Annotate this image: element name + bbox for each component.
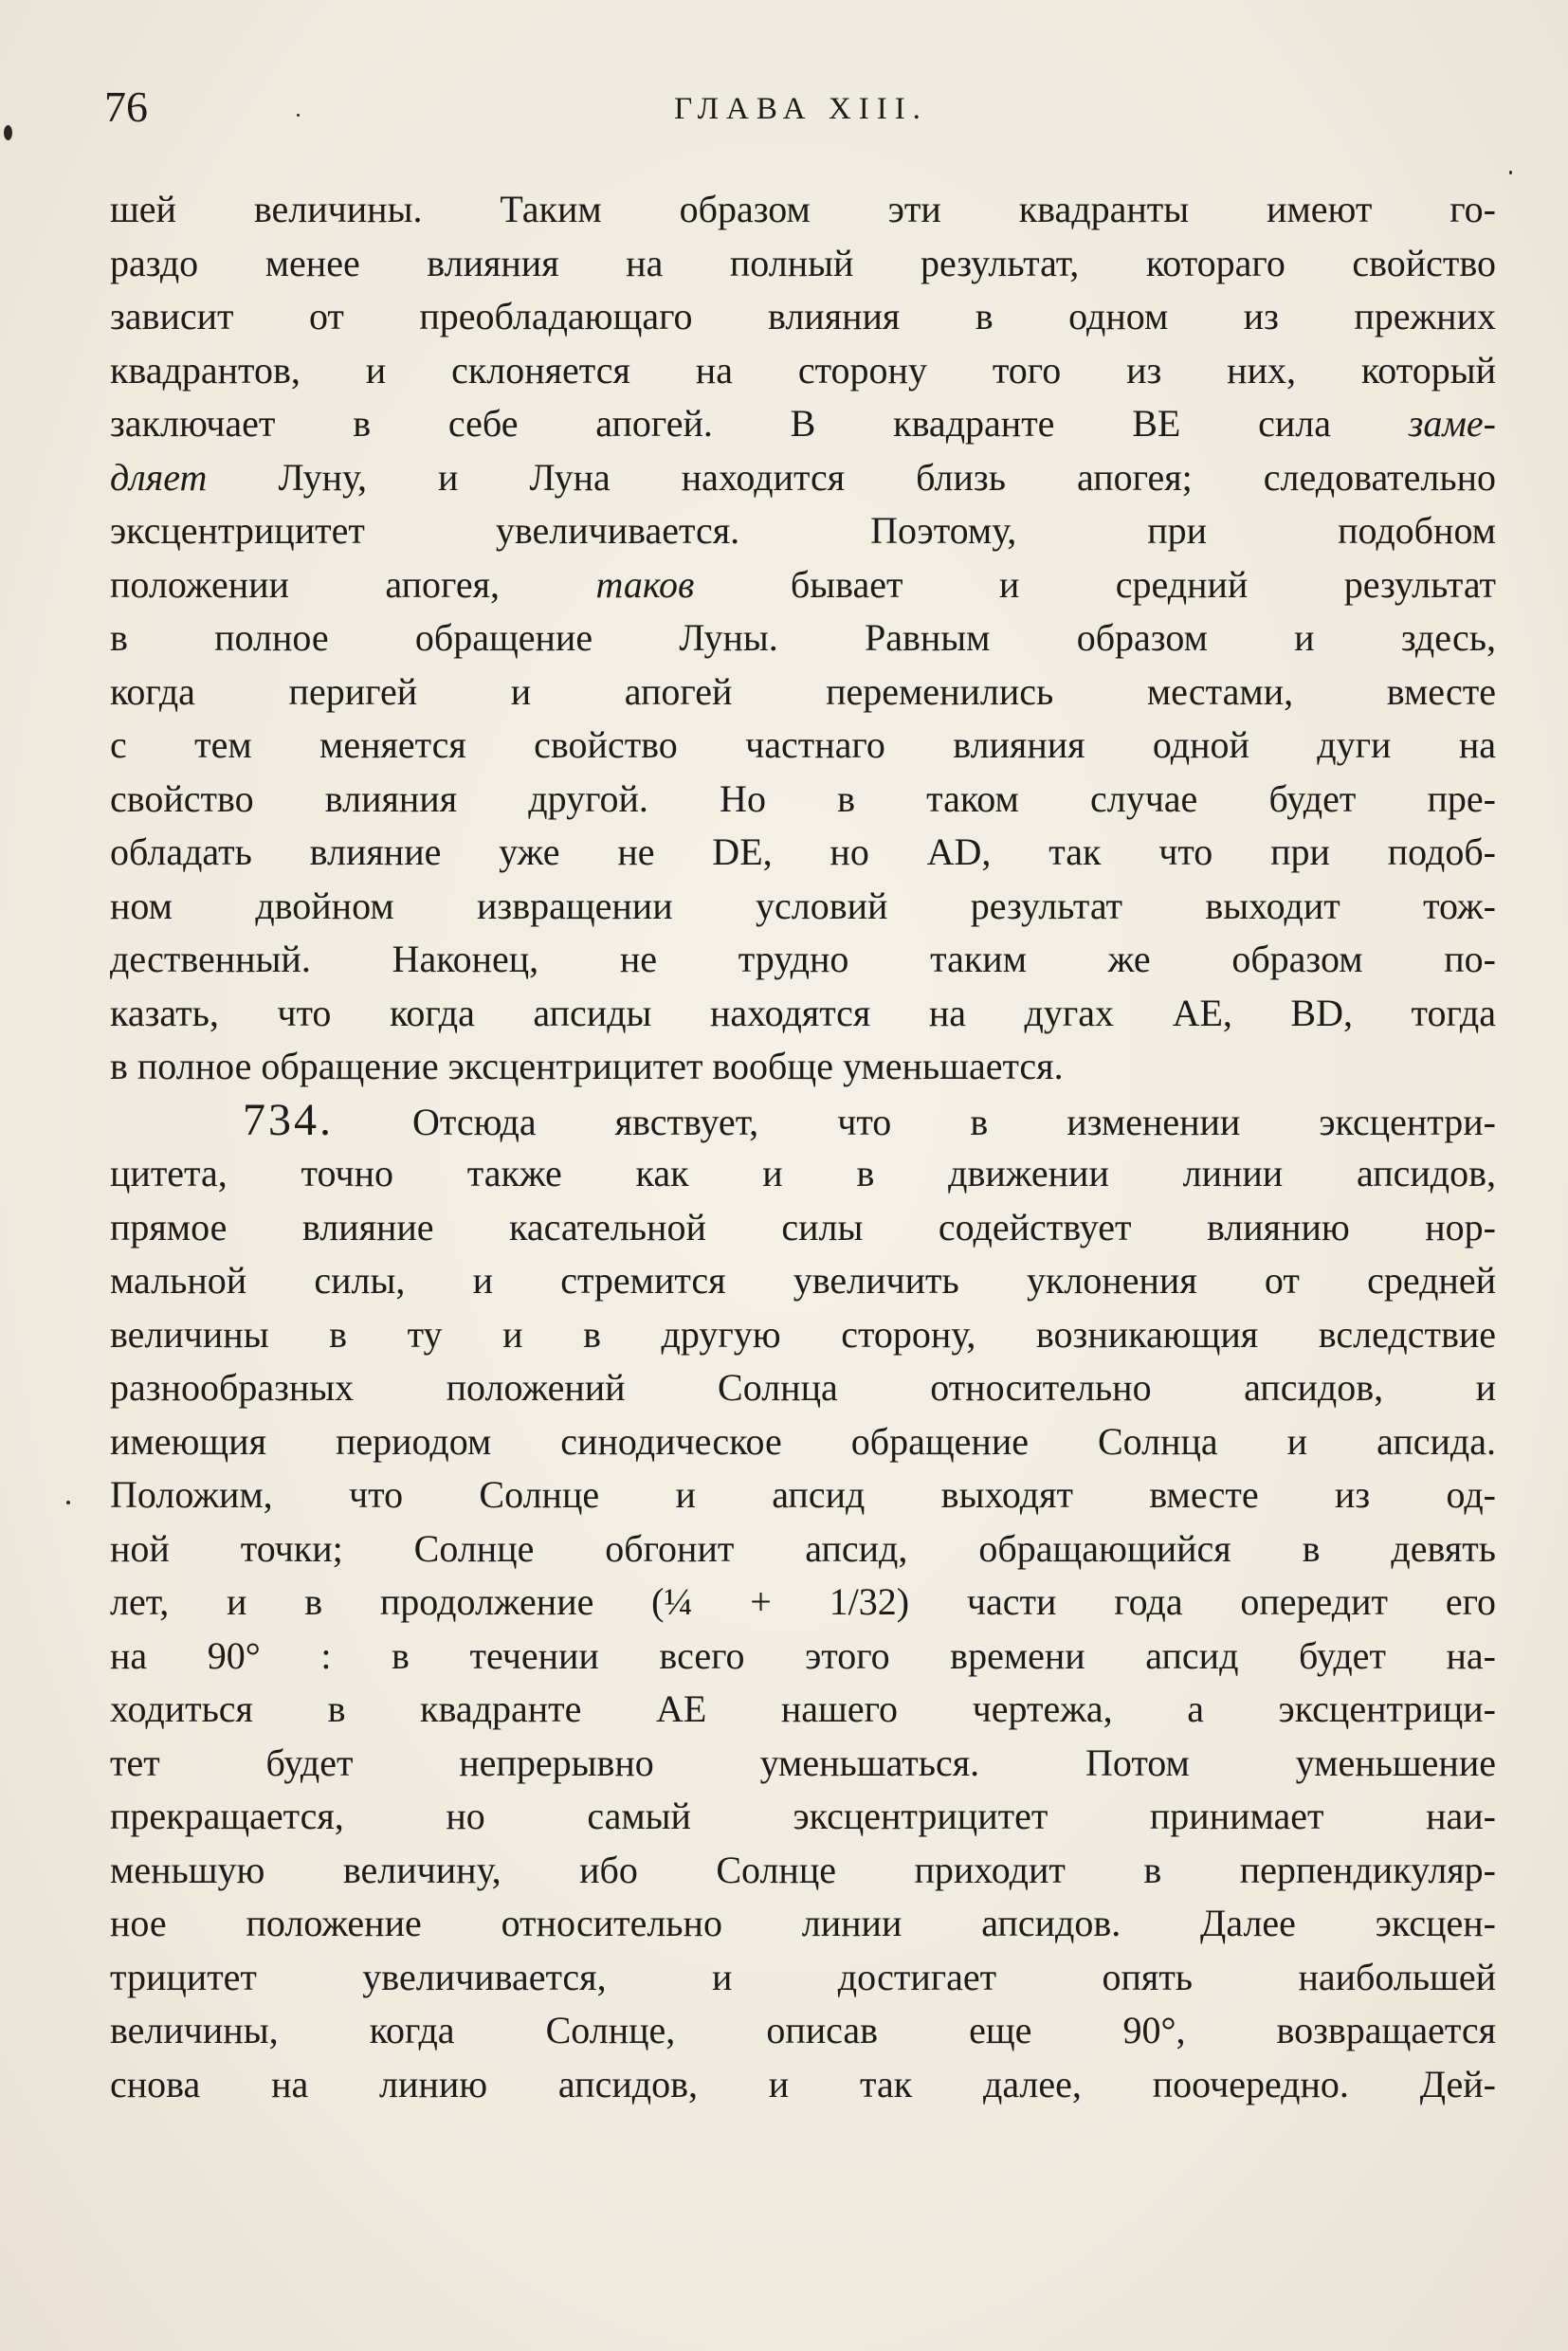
text-line: мальной силы, и стремится увеличить уклонения от средней — [110, 1259, 1496, 1302]
text-line: Положим, что Солнце и апсид выходят вместе из од- — [110, 1473, 1496, 1516]
text-segment: положении апогея, — [110, 562, 501, 606]
text-line: свойство влияния другой. Но в таком случае будет пре- — [110, 776, 1496, 820]
italic-word: таков — [595, 562, 695, 606]
text-line: цитета, точно также как и в движении линии апсидов, — [110, 1152, 1496, 1194]
text-line: ное положение относительно линии апсидов. Далее эксцен- — [110, 1902, 1496, 1944]
running-head — [104, 83, 1498, 131]
page-number: 76 — [104, 82, 148, 131]
text-line: лет, и в продолжение (¼ + 1/32) части года опередит его — [110, 1580, 1496, 1623]
text-segment: Луну, и Луна находится близь апогея; следовательно — [278, 455, 1496, 499]
text-line: зависит от преобладающаго влияния в одном из прежних — [110, 295, 1496, 337]
text-line: на 90° : в течении всего этого времени апсид будет на- — [110, 1633, 1496, 1677]
text-line: ной точки; Солнце обгонит апсид, обращающийся в девять — [110, 1526, 1496, 1570]
text-line — [110, 451, 1496, 505]
text-line: тет будет непрерывно уменьшаться. Потом уменьшение — [110, 1740, 1496, 1784]
text-line: дественный. Наконец, не трудно таким же образом по- — [110, 938, 1496, 980]
text-segment: Отсюда явствует, что в изменении эксцентри- — [412, 1100, 1496, 1143]
italic-word: дляет — [110, 455, 208, 499]
chapter-title: ГЛАВА XIII. — [674, 92, 928, 126]
text-line: когда перигей и апогей переменились местами, вместе — [110, 669, 1496, 713]
text-line: трицитет увеличивается, и достигает опять наибольшей — [110, 1955, 1496, 1998]
text-line: снова на линию апсидов, и так далее, поочередно. Дей- — [110, 2062, 1496, 2105]
text-line — [110, 558, 1496, 612]
text-line: меньшую величину, ибо Солнце приходит в перпендикуляр- — [110, 1848, 1496, 1891]
text-line: с тем меняется свойство частнаго влияния одной дуги на — [110, 723, 1496, 766]
text-segment: заключает в себе апогей. В квадранте BE сила — [110, 402, 1331, 445]
paper-speck — [1509, 171, 1512, 174]
text-line — [110, 397, 1496, 451]
text-line: прямое влияние касательной силы содействует влиянию нор- — [110, 1205, 1496, 1248]
paragraph-last-line: в полное обращение эксцентрицитет вообще уменьшается. — [110, 1045, 1064, 1087]
text-line: казать, что когда апсиды находятся на дугах AE, BD, тогда — [110, 991, 1496, 1034]
text-line: ходиться в квадранте AE нашего чертежа, а эксцентрици- — [110, 1687, 1496, 1730]
text-line: величины в ту и в другую сторону, возникающия вследствие — [110, 1312, 1496, 1356]
text-line: ном двойном извращении условий результат выходит тож- — [110, 884, 1496, 927]
text-line: в полное обращение Луны. Равным образом и здесь, — [110, 616, 1496, 659]
paper-speck — [66, 1501, 70, 1504]
text-line: квадрантов, и склоняется на сторону того из них, который — [110, 348, 1496, 392]
text-line: имеющия периодом синодическое обращение Солнца и апсида. — [110, 1419, 1496, 1463]
text-line: разнообразных положений Солнца относительно апсидов, и — [110, 1366, 1496, 1409]
section-number: 734. — [243, 1094, 334, 1145]
paper-speck — [297, 114, 300, 117]
text-line: величины, когда Солнце, описав еще 90°, возвращается — [110, 2009, 1496, 2051]
text-line: раздо менее влияния на полный результат, котораго свойство — [110, 241, 1496, 284]
text-line: эксцентрицитет увеличивается. Поэтому, при подобном — [110, 509, 1496, 552]
text-segment: бывает и средний результат — [790, 562, 1496, 606]
text-line: прекращается, но самый эксцентрицитет принимает наи- — [110, 1795, 1496, 1837]
paper-speck — [4, 125, 12, 140]
body-text — [110, 183, 1496, 2111]
text-line: обладать влияние уже не DE, но AD, так что при подоб- — [110, 830, 1496, 873]
text-line: шей величины. Таким образом эти квадранты имеют го- — [110, 188, 1496, 230]
italic-word: заме- — [1408, 402, 1496, 445]
text-line — [110, 1094, 1496, 1148]
